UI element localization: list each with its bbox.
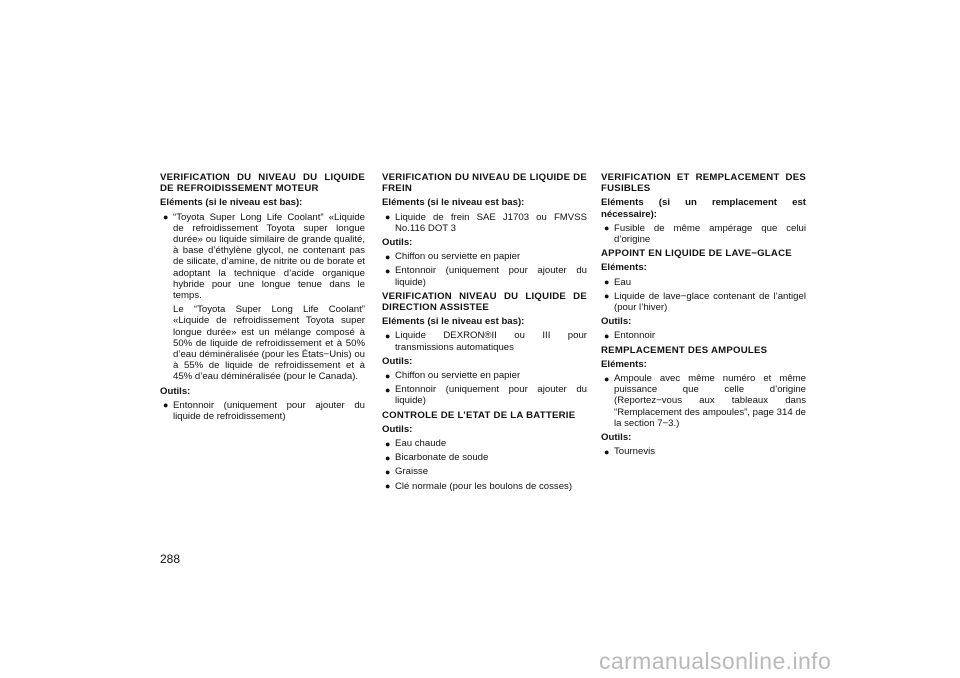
section-heading-coolant: VERIFICATION DU NIVEAU DU LIQUIDE DE REFROIDISSEMENT MOTEUR (160, 172, 365, 195)
bullet-icon: ● (385, 384, 391, 395)
section-heading-power-steering: VERIFICATION NIVEAU DU LIQUIDE DE DIRECTION ASSISTEE (382, 290, 587, 314)
list-item: ● Entonnoir (uniquement pour ajouter du liquide de refroidissement) (163, 399, 365, 423)
list-item: ● Liquide de frein SAE J1703 ou FMVSS No.116 DOT 3 (385, 211, 587, 234)
items-label: Eléments (si le niveau est bas): (382, 197, 525, 209)
section-heading-fuses: VERIFICATION ET REMPLACEMENT DES FUSIBLES (601, 172, 806, 195)
bullet-icon: ● (604, 446, 610, 457)
list-item: ● Fusible de même ampérage que celui d’origine (604, 222, 806, 246)
items-label: Eléments (si un remplacement est nécessaire): (601, 197, 806, 220)
list-item: ● Graisse (385, 466, 429, 478)
list-item: ● Ampoule avec même numéro et même puissance que celle d’origine (Reportez−vous aux tableaux dans “Remplacement des ampoules”, page 314 de la section 7−3.) (604, 373, 806, 429)
bullet-icon: ● (385, 452, 391, 463)
bullet-icon: ● (604, 291, 610, 302)
items-label: Eléments: (601, 262, 647, 274)
list-item: ● Eau (604, 276, 632, 288)
section-heading-bulbs: REMPLACEMENT DES AMPOULES (601, 344, 768, 356)
bullet-icon: ● (604, 277, 610, 288)
bullet-icon: ● (385, 370, 391, 381)
bullet-icon: ● (385, 330, 391, 341)
list-item: ● Tournevis (604, 446, 656, 458)
bullet-icon: ● (604, 330, 610, 341)
list-item: ● Chiffon ou serviette en papier (385, 251, 521, 263)
section-heading-brake-fluid: VERIFICATION DU NIVEAU DE LIQUIDE DE FREIN (382, 172, 587, 195)
bullet-icon: ● (385, 438, 391, 449)
column-coolant (160, 172, 365, 425)
bullet-icon: ● (385, 251, 391, 262)
tools-label: Outils: (382, 237, 413, 249)
bullet-icon: ● (385, 265, 391, 276)
bullet-icon: ● (604, 223, 610, 234)
tools-label: Outils: (601, 316, 632, 328)
page-number: 288 (160, 552, 181, 566)
list-item: ● “Toyota Super Long Life Coolant” «Liquide de refroidissement Toyota super longue durée» ou liquide similaire de grande qualité, à base d’éthylène glycol, ne contenant pas de silicate, d’amine, de nitrite ou de borate et adoptant la technique d’acide organique hybride pour une longue tenue dans le temps. (163, 211, 365, 302)
bullet-icon: ● (385, 481, 391, 492)
bullet-icon: ● (163, 212, 169, 223)
list-item: ● Liquide de lave−glace contenant de l’antigel (pour l’hiver) (604, 290, 806, 314)
column-fluids-battery (382, 172, 587, 495)
bullet-icon: ● (385, 212, 391, 223)
tools-label: Outils: (382, 355, 413, 367)
list-item: ● Clé normale (pour les boulons de cosses) (385, 480, 573, 492)
list-item: ● Entonnoir (uniquement pour ajouter du liquide) (385, 384, 587, 407)
bullet-icon: ● (604, 373, 610, 384)
column-fuses-washer-bulbs (601, 172, 806, 460)
section-heading-washer-fluid: APPOINT EN LIQUIDE DE LAVE−GLACE (601, 248, 792, 260)
list-item: ● Liquide DEXRON®II ou III pour transmissions automatiques (385, 330, 587, 353)
coolant-note: Le “Toyota Super Long Life Coolant” «Liquide de refroidissement Toyota super longue durée» est un mélange composé à 50% de liquide de refroidissement et à 50% d’eau déminéralisée (pour les États−Unis) ou à 55% de liquide de refroidissement et à 45% d’eau déminéralisée (pour le Canada). (173, 304, 365, 383)
watermark: carmanualsonline.info (599, 648, 832, 674)
list-item: ● Chiffon ou serviette en papier (385, 370, 521, 382)
list-item: ● Entonnoir (uniquement pour ajouter du liquide) (385, 265, 587, 288)
list-item: ● Eau chaude (385, 438, 447, 450)
bullet-icon: ● (163, 400, 169, 411)
tools-label: Outils: (601, 432, 632, 444)
section-heading-battery: CONTROLE DE L’ETAT DE LA BATTERIE (382, 409, 576, 421)
list-item: ● Bicarbonate de soude (385, 452, 489, 464)
items-label: Eléments: (601, 358, 647, 370)
list-item: ● Entonnoir (604, 330, 656, 342)
bullet-icon: ● (385, 466, 391, 477)
items-label: Eléments (si le niveau est bas): (382, 316, 525, 328)
tools-label: Outils: (160, 385, 191, 397)
items-label: Eléments (si le niveau est bas): (160, 197, 303, 209)
tools-label: Outils: (382, 423, 413, 435)
